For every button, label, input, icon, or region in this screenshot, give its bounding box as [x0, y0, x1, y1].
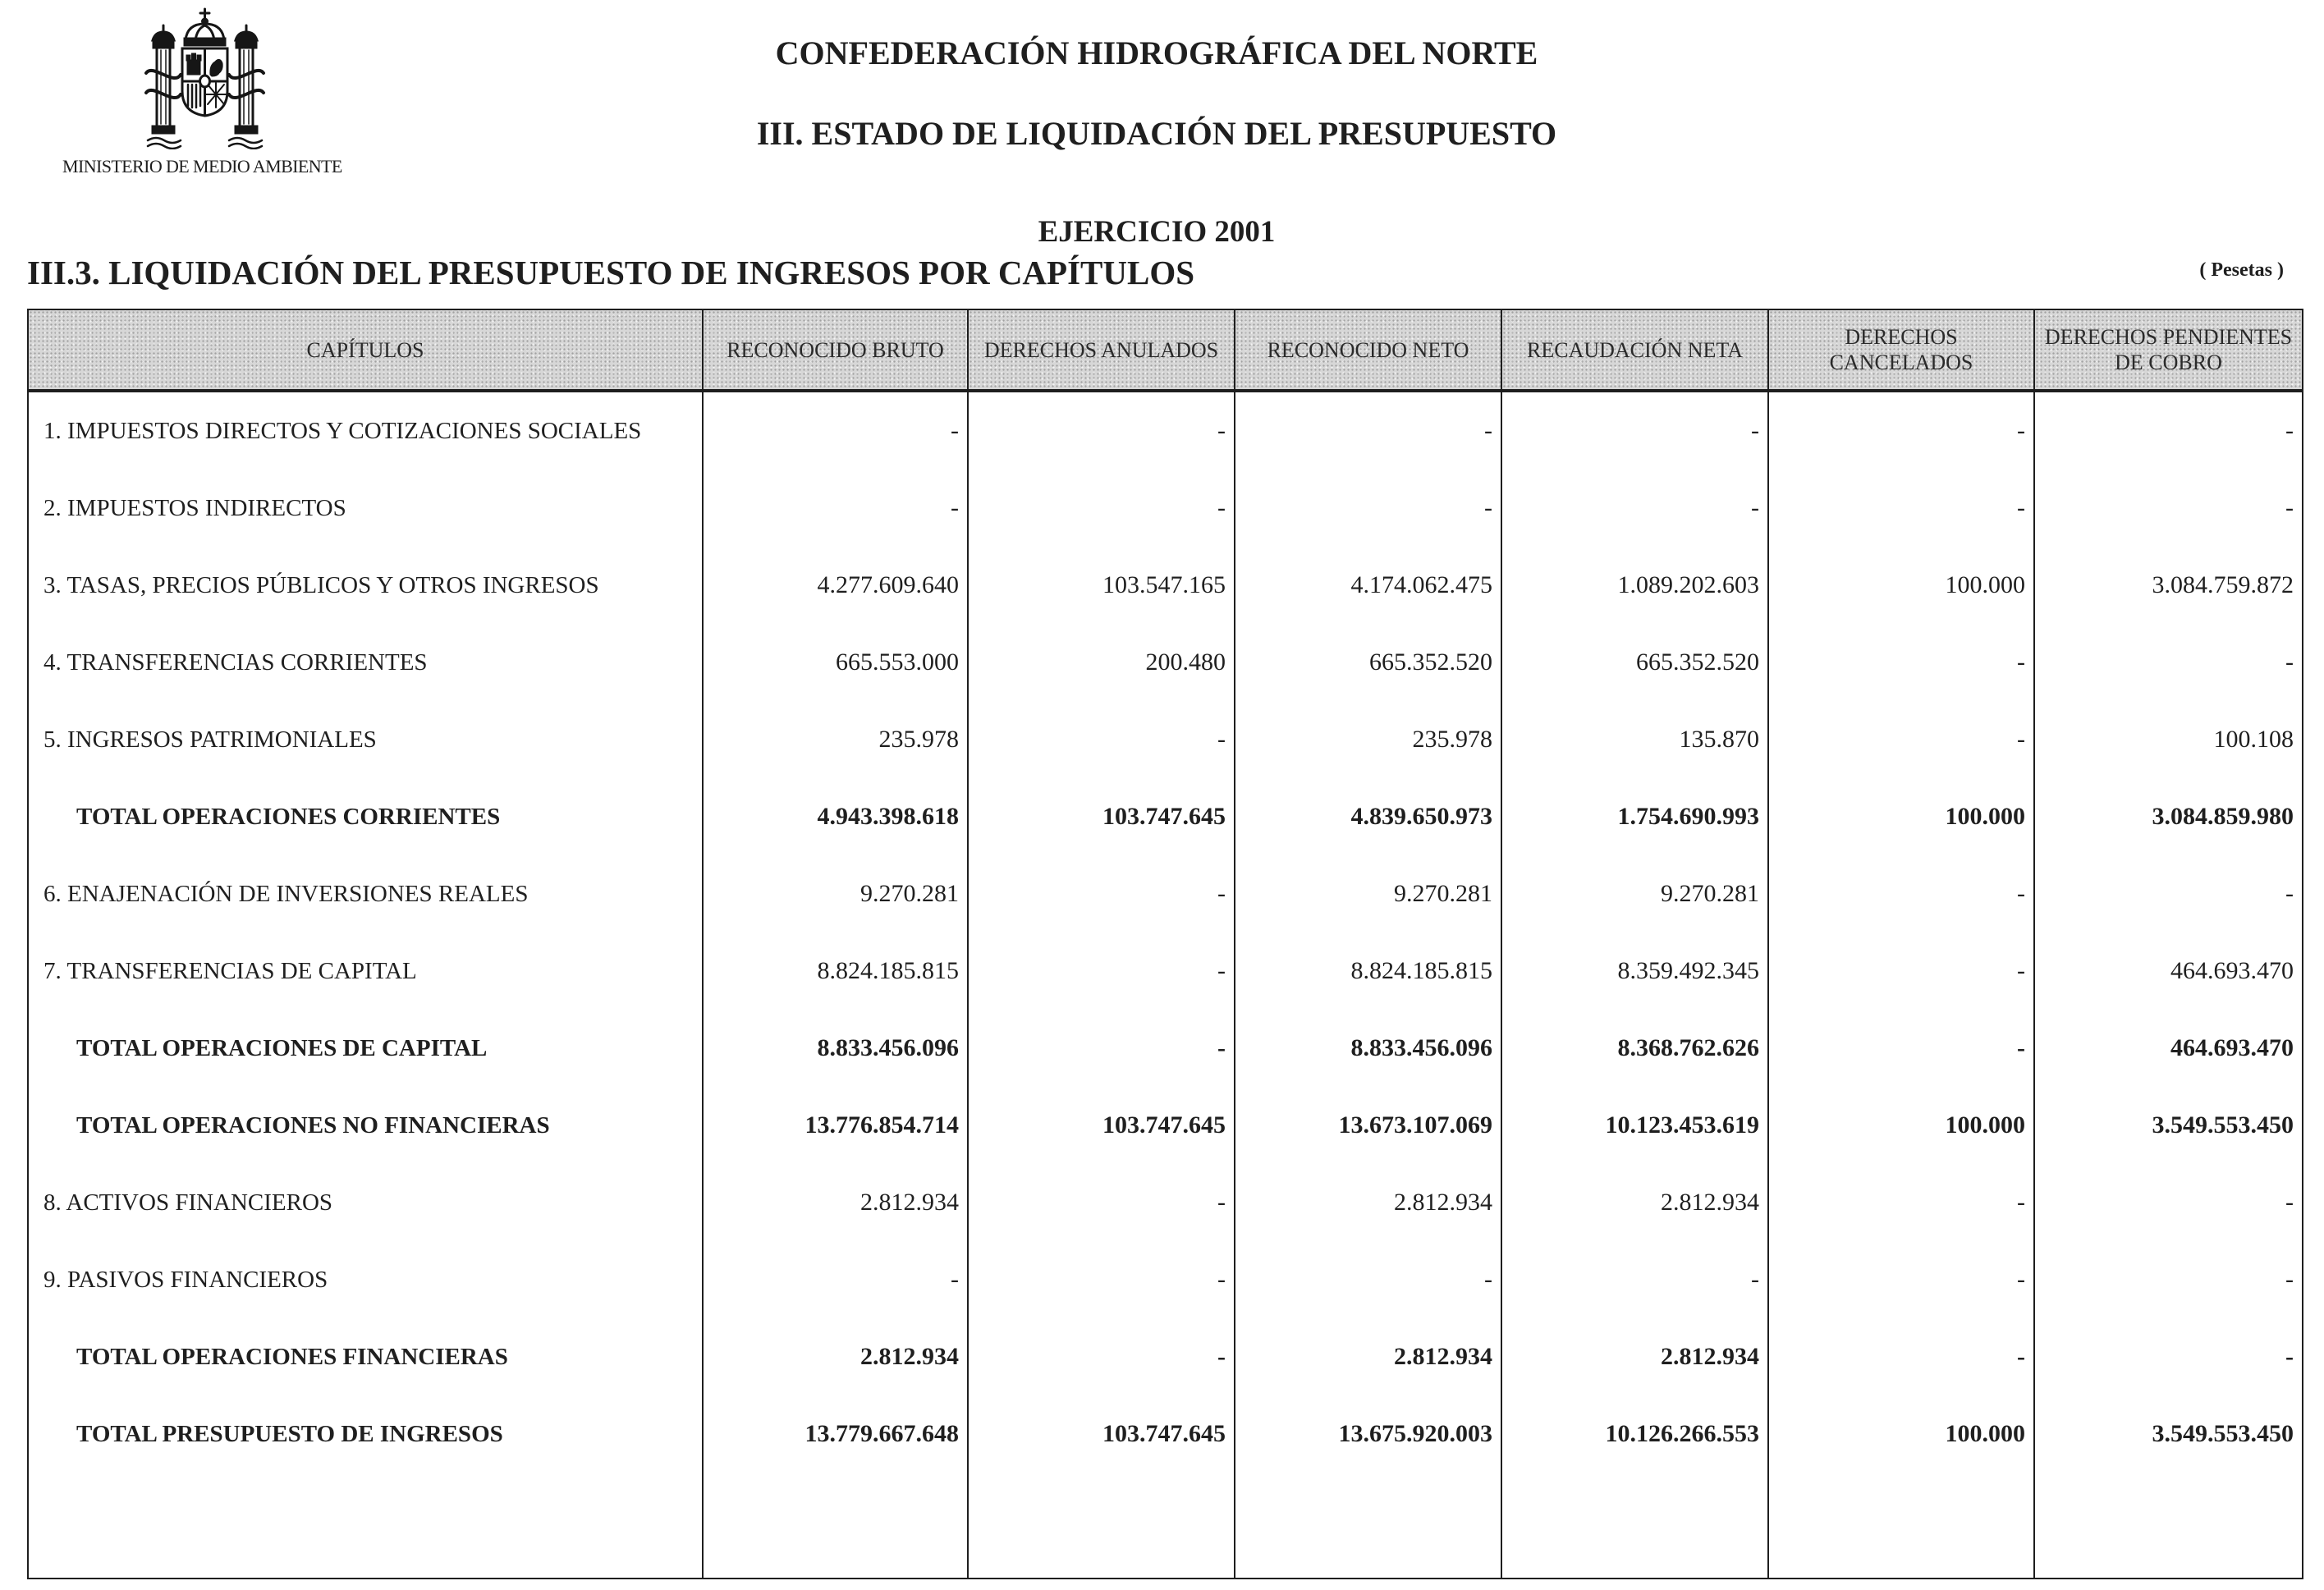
value-derechos-anulados: 103.747.645	[968, 1395, 1235, 1473]
value-derechos-pendientes-de-cobro: -	[2034, 624, 2303, 701]
value-recaudacion-neta: 665.352.520	[1501, 624, 1768, 701]
table-title: III.3. LIQUIDACIÓN DEL PRESUPUESTO DE INGRESOS POR CAPÍTULOS	[27, 254, 1195, 291]
filler-cell	[968, 1473, 1235, 1579]
value-reconocido-bruto: 4.277.609.640	[703, 547, 968, 624]
value-derechos-pendientes-de-cobro: -	[2034, 855, 2303, 932]
filler-cell	[703, 1473, 968, 1579]
row-label: 9. PASIVOS FINANCIEROS	[28, 1241, 703, 1318]
value-reconocido-neto: 13.673.107.069	[1235, 1087, 1501, 1164]
value-derechos-anulados: -	[968, 1241, 1235, 1318]
value-derechos-pendientes-de-cobro: 100.108	[2034, 701, 2303, 778]
value-reconocido-neto: 8.833.456.096	[1235, 1010, 1501, 1087]
value-reconocido-neto: 4.839.650.973	[1235, 778, 1501, 855]
value-reconocido-bruto: -	[703, 470, 968, 547]
value-derechos-anulados: 103.547.165	[968, 547, 1235, 624]
chapter-row	[28, 701, 2303, 778]
header-row	[28, 309, 2303, 391]
value-recaudacion-neta: 2.812.934	[1501, 1164, 1768, 1241]
value-reconocido-bruto: 13.779.667.648	[703, 1395, 968, 1473]
filler-cell	[1235, 1473, 1501, 1579]
column-header-label: DERECHOS CANCELADOS	[1829, 325, 1973, 374]
value-derechos-anulados: 103.747.645	[968, 778, 1235, 855]
budget-table	[27, 309, 2303, 1579]
row-label: TOTAL OPERACIONES CORRIENTES	[28, 778, 703, 855]
value-reconocido-bruto: 8.824.185.815	[703, 932, 968, 1010]
total-row	[28, 1395, 2303, 1473]
column-header-label: CAPÍTULOS	[306, 337, 424, 362]
chapter-row	[28, 624, 2303, 701]
value-reconocido-bruto: 8.833.456.096	[703, 1010, 968, 1087]
row-label: TOTAL OPERACIONES FINANCIERAS	[28, 1318, 703, 1395]
section-title: III. ESTADO DE LIQUIDACIÓN DEL PRESUPUESTO	[756, 115, 1557, 152]
value-recaudacion-neta: 2.812.934	[1501, 1318, 1768, 1395]
value-recaudacion-neta: -	[1501, 1241, 1768, 1318]
total-row	[28, 1010, 2303, 1087]
row-label: 8. ACTIVOS FINANCIEROS	[28, 1164, 703, 1241]
filler-cell	[1768, 1473, 2034, 1579]
value-derechos-cancelados: -	[1768, 1010, 2034, 1087]
value-reconocido-neto: 665.352.520	[1235, 624, 1501, 701]
value-derechos-pendientes-de-cobro: 3.549.553.450	[2034, 1395, 2303, 1473]
value-derechos-anulados: -	[968, 1164, 1235, 1241]
total-row	[28, 1318, 2303, 1395]
column-header-label: RECONOCIDO NETO	[1267, 337, 1469, 362]
value-recaudacion-neta: 10.126.266.553	[1501, 1395, 1768, 1473]
column-header-label: DERECHOS ANULADOS	[983, 337, 1219, 362]
value-derechos-pendientes-de-cobro: 3.084.859.980	[2034, 778, 2303, 855]
column-header-capitulos	[28, 309, 703, 391]
ministry-name: MINISTERIO DE MEDIO AMBIENTE	[62, 156, 342, 176]
column-header-label: RECAUDACIÓN NETA	[1527, 337, 1743, 362]
value-reconocido-neto: 13.675.920.003	[1235, 1395, 1501, 1473]
value-recaudacion-neta: 1.754.690.993	[1501, 778, 1768, 855]
value-reconocido-bruto: -	[703, 391, 968, 470]
chapter-row	[28, 1241, 2303, 1318]
value-derechos-pendientes-de-cobro: -	[2034, 391, 2303, 470]
value-recaudacion-neta: 8.359.492.345	[1501, 932, 1768, 1010]
value-reconocido-neto: -	[1235, 470, 1501, 547]
value-reconocido-bruto: 13.776.854.714	[703, 1087, 968, 1164]
value-derechos-cancelados: 100.000	[1768, 778, 2034, 855]
value-derechos-pendientes-de-cobro: 464.693.470	[2034, 1010, 2303, 1087]
column-header-derechos-cancelados	[1768, 309, 2034, 391]
value-derechos-cancelados: 100.000	[1768, 1395, 2034, 1473]
row-label: 1. IMPUESTOS DIRECTOS Y COTIZACIONES SOCIALES	[28, 391, 703, 470]
value-derechos-pendientes-de-cobro: -	[2034, 1318, 2303, 1395]
row-label: 5. INGRESOS PATRIMONIALES	[28, 701, 703, 778]
chapter-row	[28, 547, 2303, 624]
value-derechos-cancelados: -	[1768, 391, 2034, 470]
value-recaudacion-neta: 10.123.453.619	[1501, 1087, 1768, 1164]
value-recaudacion-neta: 9.270.281	[1501, 855, 1768, 932]
chapter-row	[28, 1164, 2303, 1241]
total-row	[28, 1087, 2303, 1164]
value-recaudacion-neta: 1.089.202.603	[1501, 547, 1768, 624]
filler-cell	[28, 1473, 703, 1579]
column-header-label: DERECHOS PENDIENTES DE COBRO	[2044, 325, 2293, 374]
value-derechos-anulados: -	[968, 701, 1235, 778]
value-recaudacion-neta: -	[1501, 391, 1768, 470]
row-label: TOTAL PRESUPUESTO DE INGRESOS	[28, 1395, 703, 1473]
chapter-row	[28, 932, 2303, 1010]
row-label: 2. IMPUESTOS INDIRECTOS	[28, 470, 703, 547]
value-reconocido-neto: 4.174.062.475	[1235, 547, 1501, 624]
value-derechos-anulados: -	[968, 1318, 1235, 1395]
value-recaudacion-neta: 8.368.762.626	[1501, 1010, 1768, 1087]
value-derechos-anulados: -	[968, 855, 1235, 932]
column-header-derechos-anulados	[968, 309, 1235, 391]
value-derechos-cancelados: -	[1768, 1164, 2034, 1241]
filler-cell	[1501, 1473, 1768, 1579]
fiscal-year: EJERCICIO 2001	[1038, 215, 1276, 249]
value-derechos-pendientes-de-cobro: 464.693.470	[2034, 932, 2303, 1010]
row-label: 4. TRANSFERENCIAS CORRIENTES	[28, 624, 703, 701]
value-reconocido-bruto: -	[703, 1241, 968, 1318]
value-derechos-pendientes-de-cobro: -	[2034, 1164, 2303, 1241]
value-reconocido-neto: 2.812.934	[1235, 1318, 1501, 1395]
value-recaudacion-neta: -	[1501, 470, 1768, 547]
value-derechos-anulados: -	[968, 391, 1235, 470]
value-derechos-anulados: 103.747.645	[968, 1087, 1235, 1164]
value-reconocido-neto: -	[1235, 391, 1501, 470]
value-derechos-anulados: -	[968, 1010, 1235, 1087]
value-reconocido-bruto: 2.812.934	[703, 1164, 968, 1241]
value-derechos-cancelados: -	[1768, 932, 2034, 1010]
value-derechos-cancelados: 100.000	[1768, 1087, 2034, 1164]
value-reconocido-bruto: 4.943.398.618	[703, 778, 968, 855]
value-derechos-pendientes-de-cobro: 3.084.759.872	[2034, 547, 2303, 624]
value-derechos-anulados: -	[968, 932, 1235, 1010]
chapter-row	[28, 855, 2303, 932]
value-derechos-cancelados: 100.000	[1768, 547, 2034, 624]
filler-cell	[2034, 1473, 2303, 1579]
chapter-row	[28, 470, 2303, 547]
organization-title: CONFEDERACIÓN HIDROGRÁFICA DEL NORTE	[775, 34, 1538, 71]
currency-unit: ( Pesetas )	[2199, 259, 2284, 281]
row-label: 6. ENAJENACIÓN DE INVERSIONES REALES	[28, 855, 703, 932]
value-derechos-pendientes-de-cobro: -	[2034, 1241, 2303, 1318]
value-reconocido-neto: -	[1235, 1241, 1501, 1318]
value-derechos-cancelados: -	[1768, 1318, 2034, 1395]
row-label: TOTAL OPERACIONES NO FINANCIERAS	[28, 1087, 703, 1164]
column-header-reconocido-bruto	[703, 309, 968, 391]
value-derechos-anulados: -	[968, 470, 1235, 547]
value-reconocido-bruto: 9.270.281	[703, 855, 968, 932]
value-derechos-cancelados: -	[1768, 1241, 2034, 1318]
value-reconocido-bruto: 665.553.000	[703, 624, 968, 701]
value-derechos-cancelados: -	[1768, 470, 2034, 547]
column-header-label: RECONOCIDO BRUTO	[727, 337, 944, 362]
row-label: 7. TRANSFERENCIAS DE CAPITAL	[28, 932, 703, 1010]
value-reconocido-neto: 2.812.934	[1235, 1164, 1501, 1241]
row-label: TOTAL OPERACIONES DE CAPITAL	[28, 1010, 703, 1087]
value-derechos-pendientes-de-cobro: -	[2034, 470, 2303, 547]
column-header-derechos-pendientes-de-cobro	[2034, 309, 2303, 391]
row-label: 3. TASAS, PRECIOS PÚBLICOS Y OTROS INGRESOS	[28, 547, 703, 624]
value-recaudacion-neta: 135.870	[1501, 701, 1768, 778]
value-reconocido-neto: 9.270.281	[1235, 855, 1501, 932]
value-reconocido-bruto: 2.812.934	[703, 1318, 968, 1395]
value-derechos-cancelados: -	[1768, 624, 2034, 701]
column-header-recaudacion-neta	[1501, 309, 1768, 391]
total-row	[28, 778, 2303, 855]
value-reconocido-neto: 8.824.185.815	[1235, 932, 1501, 1010]
value-derechos-cancelados: -	[1768, 701, 2034, 778]
table-filler-row	[28, 1473, 2303, 1579]
value-derechos-anulados: 200.480	[968, 624, 1235, 701]
column-header-reconocido-neto	[1235, 309, 1501, 391]
value-derechos-cancelados: -	[1768, 855, 2034, 932]
value-reconocido-neto: 235.978	[1235, 701, 1501, 778]
chapter-row	[28, 391, 2303, 470]
value-derechos-pendientes-de-cobro: 3.549.553.450	[2034, 1087, 2303, 1164]
value-reconocido-bruto: 235.978	[703, 701, 968, 778]
